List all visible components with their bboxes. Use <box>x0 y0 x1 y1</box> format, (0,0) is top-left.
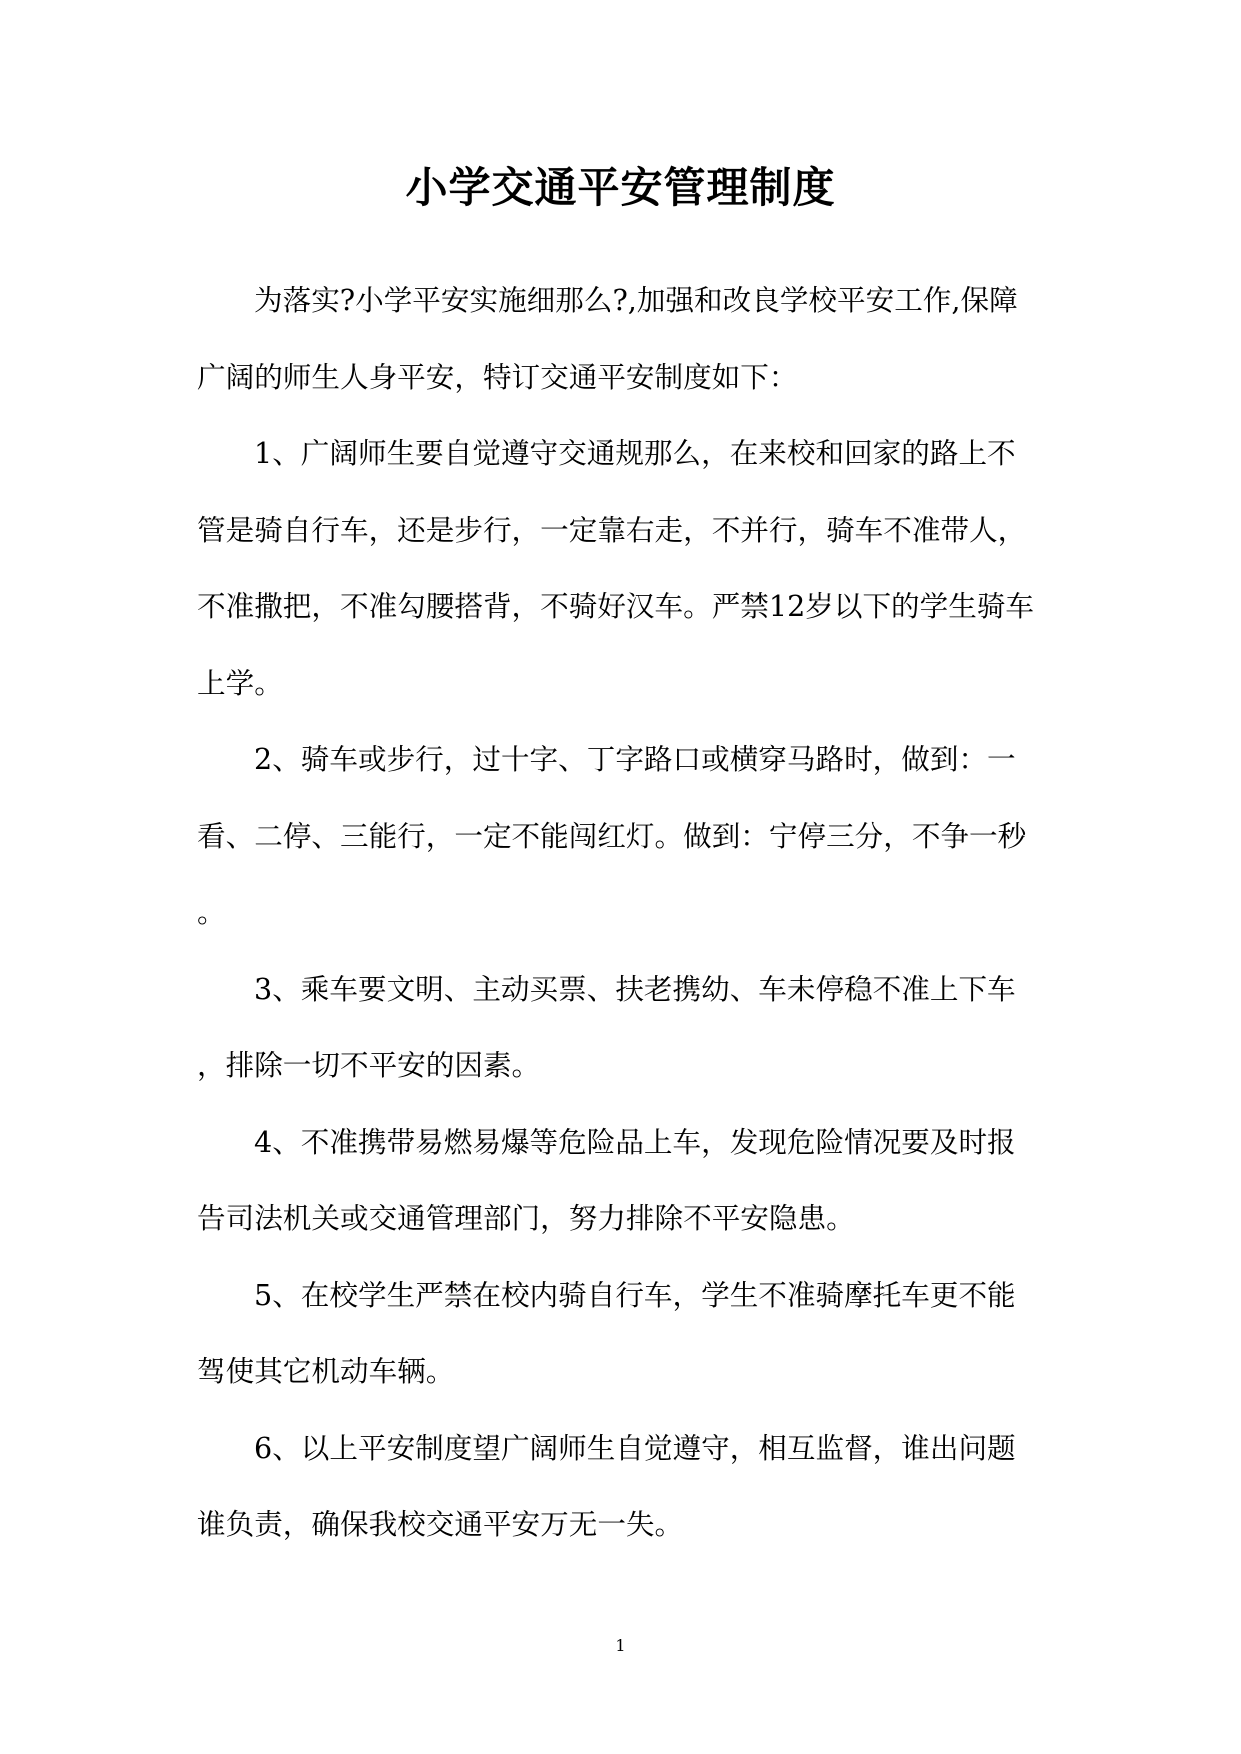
text-line: 谁负责，确保我校交通平安万无一失。 <box>197 1507 684 1541</box>
text-line: 3、乘车要文明、主动买票、扶老携幼、车未停稳不准上下车 <box>254 971 1016 1006</box>
text-line: 4、不准携带易燃易爆等危险品上车，发现危险情况要及时报 <box>254 1124 1016 1159</box>
text-line: 告司法机关或交通管理部门，努力排除不平安隐患。 <box>197 1201 855 1235</box>
text-line: 6、以上平安制度望广阔师生自觉遵守，相互监督，谁出问题 <box>254 1430 1016 1465</box>
text-line: 5、在校学生严禁在校内骑自行车，学生不准骑摩托车更不能 <box>254 1277 1016 1312</box>
text-line: 看、二停、三能行，一定不能闯红灯。做到：宁停三分，不争一秒 <box>197 818 1027 853</box>
text-line: 2、骑车或步行，过十字、丁字路口或横穿马路时，做到：一 <box>254 742 1016 776</box>
paragraph-rule-5 <box>197 1257 1049 1410</box>
paragraph-rule-3 <box>197 951 1049 1104</box>
text-line: 广阔的师生人身平安，特订交通平安制度如下： <box>197 359 798 394</box>
page-number: 1 <box>615 1636 626 1655</box>
paragraph-rule-6 <box>197 1410 1049 1563</box>
text-line: ，排除一切不平安的因素。 <box>197 1048 541 1082</box>
paragraph-rule-4 <box>197 1104 1049 1257</box>
text-line: 管是骑自行车，还是步行，一定靠右走，不并行，骑车不准带人， <box>197 512 1027 547</box>
paragraph-intro <box>197 262 1049 415</box>
paragraph-rule-2 <box>197 721 1049 951</box>
document-title: 小学交通平安管理制度 <box>405 163 836 212</box>
text-line: 。 <box>197 895 226 929</box>
text-line: 驾使其它机动车辆。 <box>197 1354 455 1388</box>
paragraph-rule-1 <box>197 415 1049 721</box>
text-line: 1、广阔师生要自觉遵守交通规那么，在来校和回家的路上不 <box>254 436 1016 470</box>
document-body <box>197 262 1049 1563</box>
text-line: 为落实?小学平安实施细那么?,加强和改良学校平安工作,保障 <box>254 283 1018 317</box>
text-line: 不准撒把，不准勾腰搭背，不骑好汉车。严禁12岁以下的学生骑车 <box>197 589 1035 623</box>
text-line: 上学。 <box>197 665 283 700</box>
